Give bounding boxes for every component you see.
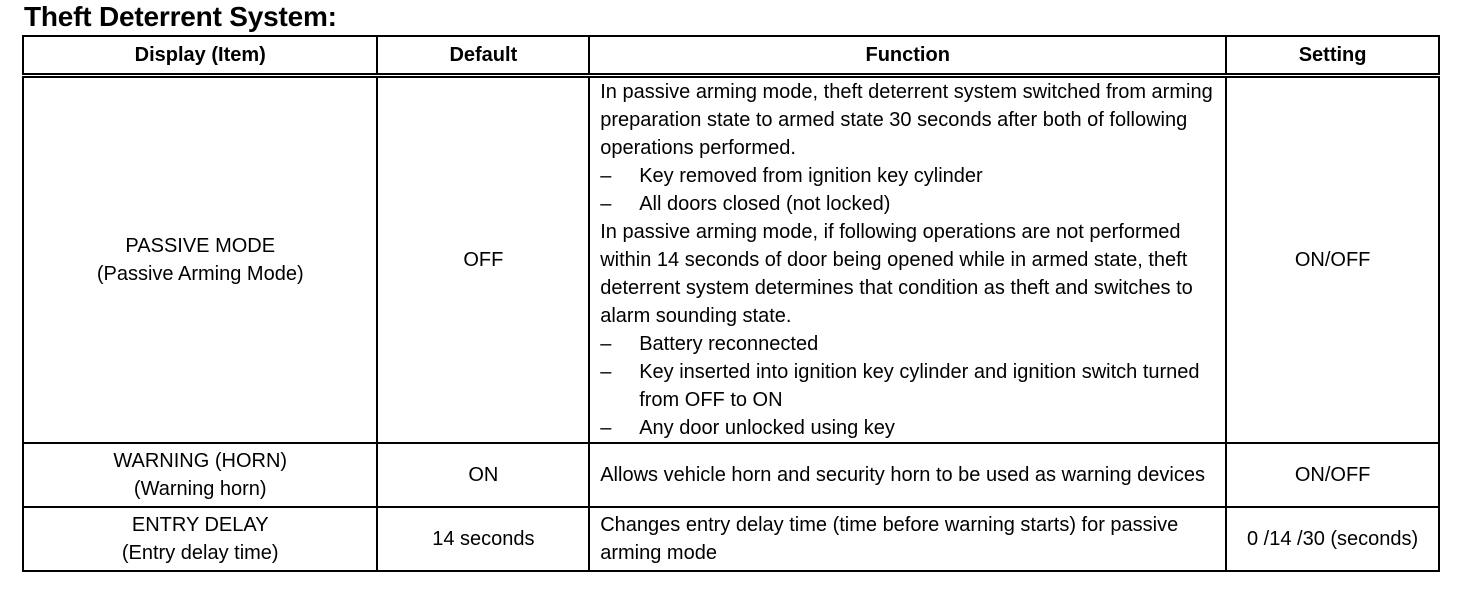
table-row bbox=[23, 76, 1439, 444]
display-item-name: ENTRY DELAY bbox=[131, 514, 269, 536]
settings-table bbox=[22, 35, 1440, 572]
page-title: Theft Deterrent System: bbox=[24, 1, 337, 32]
setting-cell: ON/OFF bbox=[1226, 76, 1439, 444]
table-row bbox=[23, 507, 1439, 571]
function-list-item: – Battery reconnected bbox=[600, 330, 1215, 358]
dash-marker: – bbox=[600, 361, 612, 383]
column-header-function: Function bbox=[589, 36, 1226, 76]
setting-cell: ON/OFF bbox=[1226, 443, 1439, 507]
column-header-display: Display (Item) bbox=[23, 36, 377, 76]
default-cell: OFF bbox=[377, 76, 589, 444]
default-cell: 14 seconds bbox=[377, 507, 589, 571]
display-cell bbox=[23, 507, 377, 571]
display-item-description: (Entry delay time) bbox=[121, 542, 279, 564]
function-list-item: – Key removed from ignition key cylinder bbox=[600, 162, 1215, 190]
column-header-setting: Setting bbox=[1226, 36, 1439, 76]
function-cell: Changes entry delay time (time before warning starts) for passive arming mode bbox=[589, 507, 1226, 571]
display-item-description: (Warning horn) bbox=[133, 478, 267, 500]
dash-marker: – bbox=[600, 333, 612, 355]
table-row bbox=[23, 443, 1439, 507]
function-paragraph: In passive arming mode, theft deterrent system switched from arming preparation state to armed state 30 seconds after both of following operations performed. bbox=[600, 81, 1213, 159]
display-item-name: PASSIVE MODE bbox=[125, 235, 276, 257]
function-paragraph: In passive arming mode, if following operations are not performed within 14 seconds of door being opened while in armed state, theft deterrent system determines that condition as theft and switches to alarm sounding state. bbox=[600, 221, 1193, 327]
setting-cell: 0 /14 /30 (seconds) bbox=[1226, 507, 1439, 571]
function-list-item: – Key inserted into ignition key cylinder and ignition switch turned from OFF to ON bbox=[600, 358, 1215, 414]
function-cell: Allows vehicle horn and security horn to be used as warning devices bbox=[589, 443, 1226, 507]
dash-marker: – bbox=[600, 417, 612, 439]
function-list-item: – Any door unlocked using key bbox=[600, 414, 1215, 442]
column-header-default: Default bbox=[377, 36, 589, 76]
display-item-name: WARNING (HORN) bbox=[113, 450, 288, 472]
dash-marker: – bbox=[600, 165, 612, 187]
display-item-description: (Passive Arming Mode) bbox=[96, 263, 304, 285]
default-cell: ON bbox=[377, 443, 589, 507]
display-cell bbox=[23, 76, 377, 444]
dash-marker: – bbox=[600, 193, 612, 215]
function-list-item: – All doors closed (not locked) bbox=[600, 190, 1215, 218]
display-cell bbox=[23, 443, 377, 507]
function-cell bbox=[589, 76, 1226, 444]
table-header-row bbox=[23, 36, 1439, 76]
